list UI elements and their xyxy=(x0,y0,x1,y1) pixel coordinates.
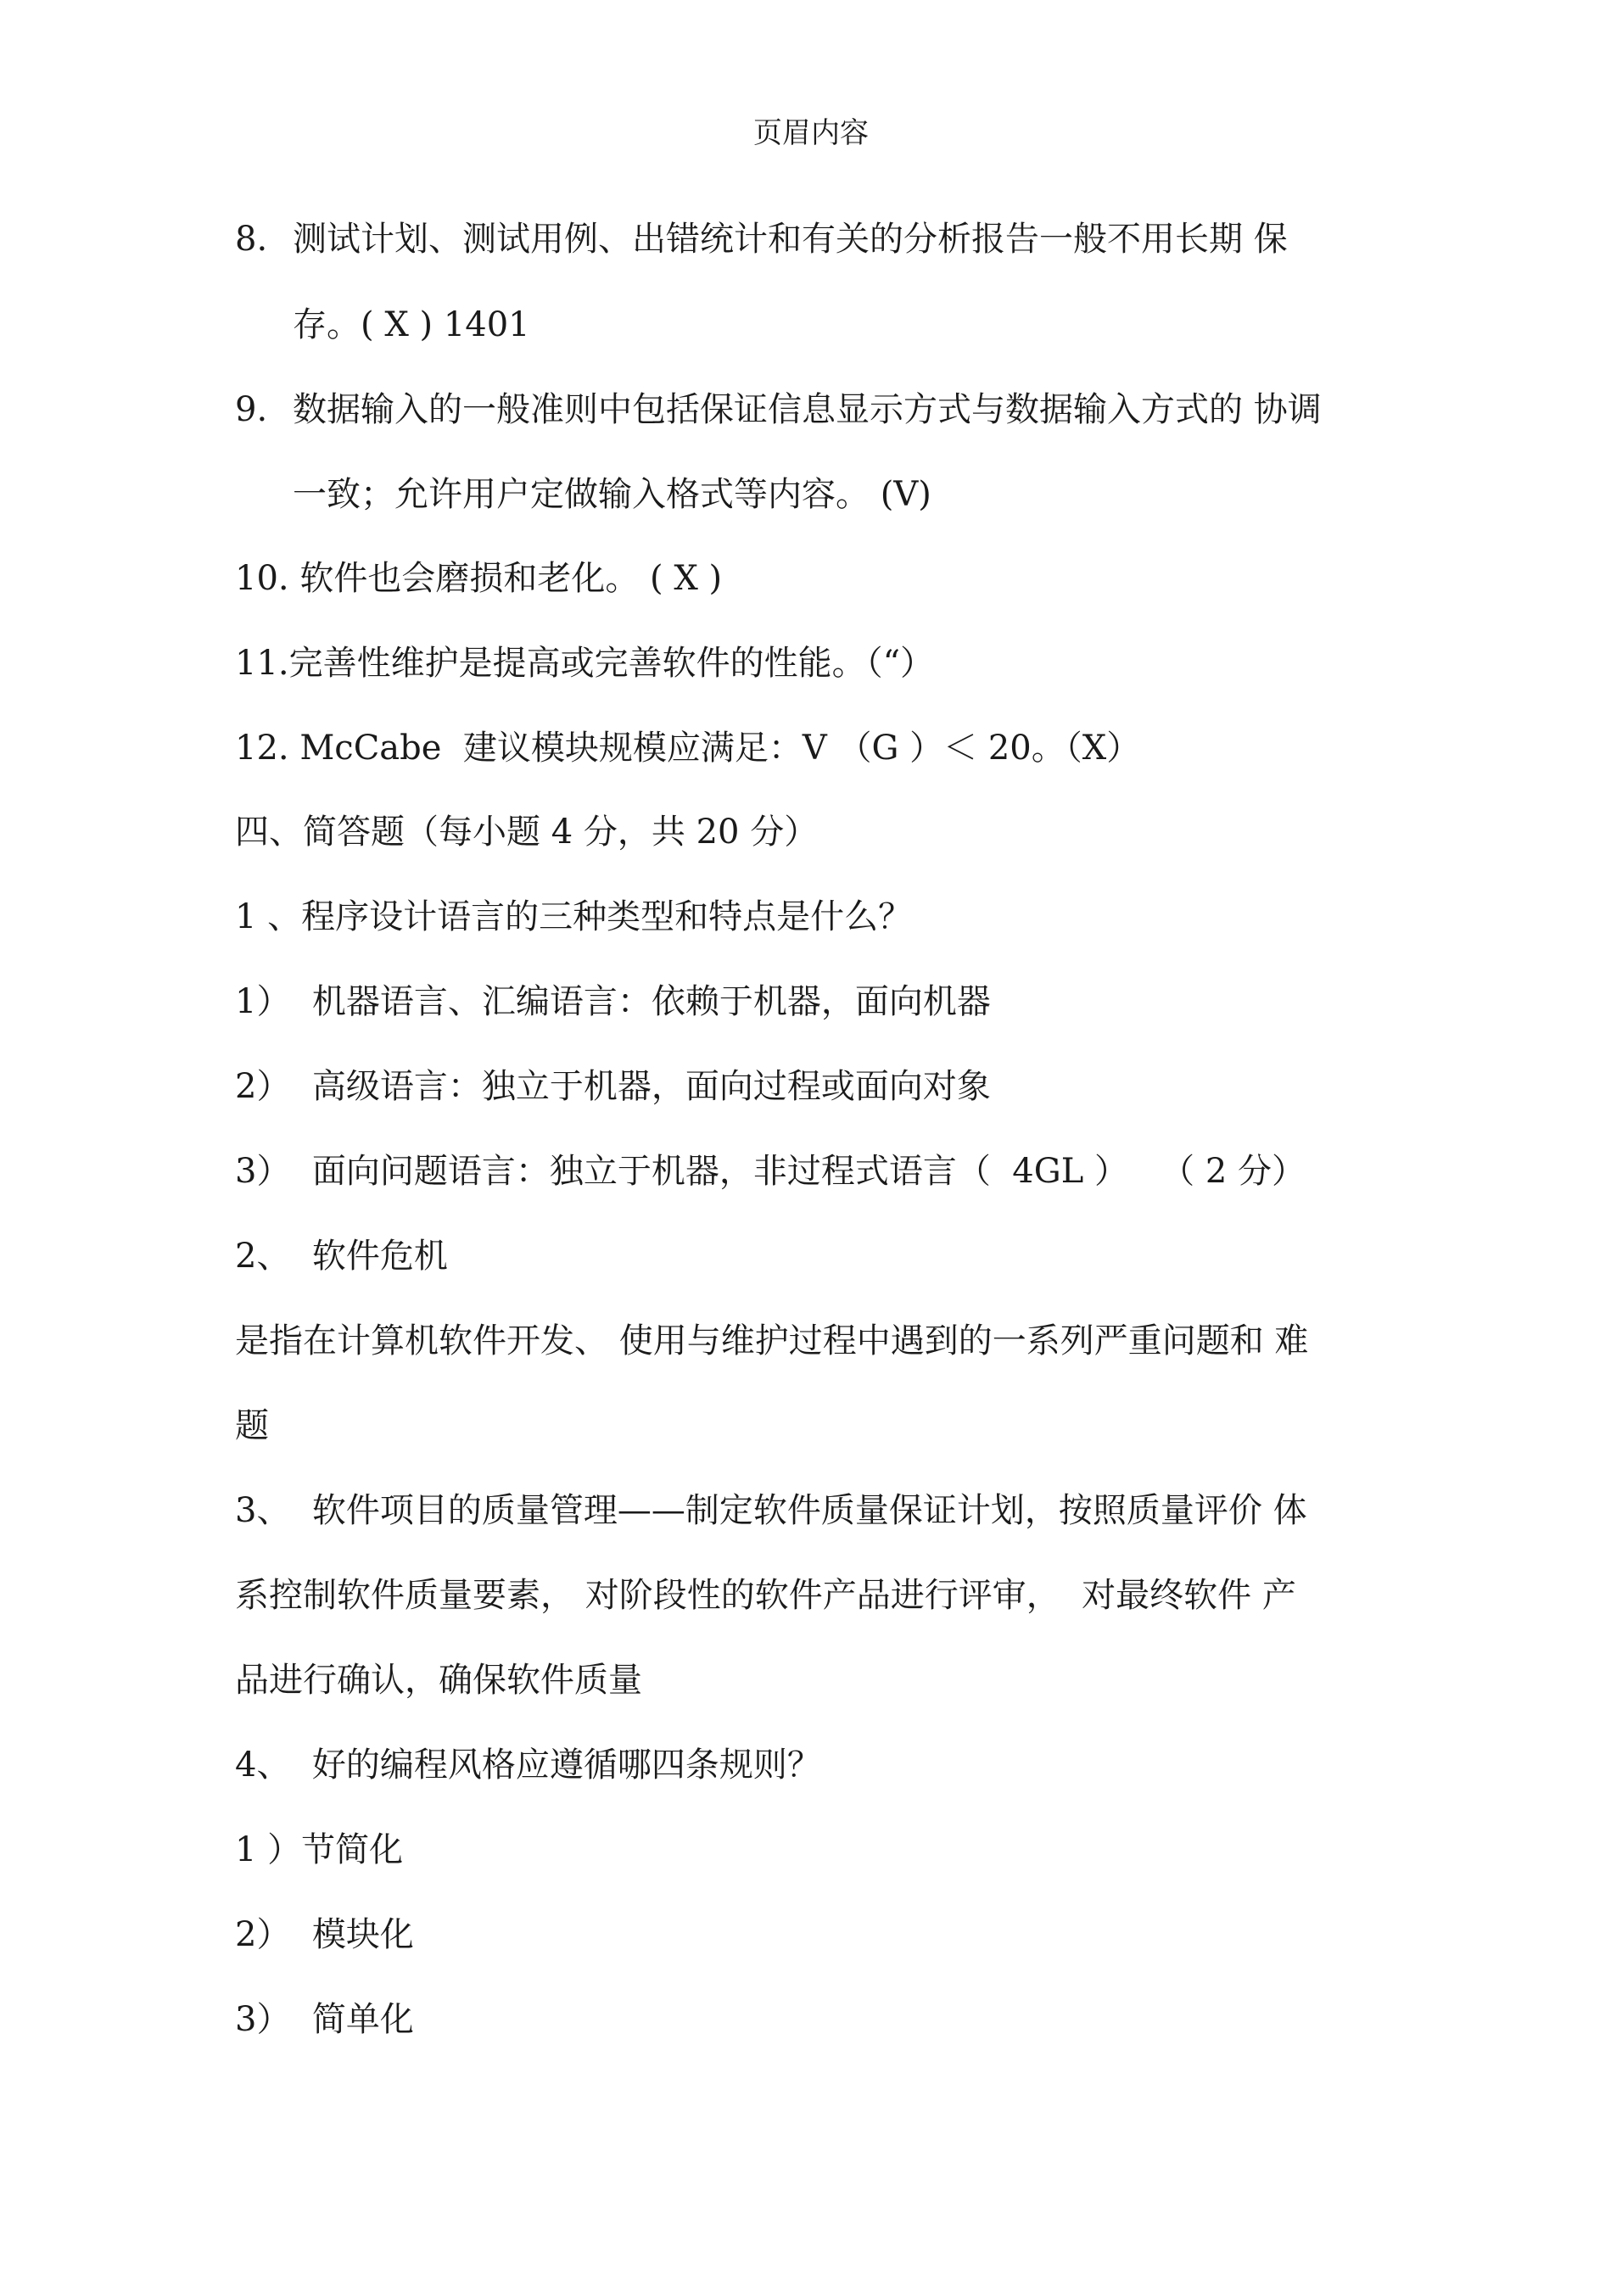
item-text: 数据输入的一般准则中包括保证信息显示方式与数据输入方式的 协调 xyxy=(293,390,1322,429)
answer-4-point-3: 3） 简单化 xyxy=(235,2000,414,2039)
item-8-line-2: 存。( X ) 1401 xyxy=(293,305,530,344)
item-text: 测试计划、测试用例、出错统计和有关的分析报告一般不用长期 保 xyxy=(293,220,1288,259)
answer-2-line-1: 是指在计算机软件开发、 使用与维护过程中遇到的一系列严重问题和 难 xyxy=(235,1321,1309,1360)
item-number: 8. xyxy=(235,220,268,259)
question-3-line-2: 系控制软件质量要素， 对阶段性的软件产品进行评审， 对最终软件 产 xyxy=(235,1576,1296,1615)
item-9-line-1 xyxy=(235,384,1322,435)
question-3-line-3: 品进行确认，确保软件质量 xyxy=(235,1661,642,1700)
item-12: 12. McCabe 建议模块规模应满足：V （G ）＜ 20。（X） xyxy=(235,729,1141,768)
answer-1-point-3: 3） 面向问题语言：独立于机器，非过程式语言（ 4GL ） （ 2 分） xyxy=(235,1152,1306,1191)
answer-2-line-2: 题 xyxy=(235,1406,269,1445)
item-9-line-2: 一致；允许用户定做输入格式等内容。 (V) xyxy=(293,475,931,514)
answer-4-point-1: 1 ）节简化 xyxy=(235,1830,404,1869)
page-header: 页眉内容 xyxy=(753,116,869,150)
item-8-line-1 xyxy=(235,214,1288,265)
item-11: 11.完善性维护是提高或完善软件的性能。（“） xyxy=(235,644,935,683)
item-10: 10. 软件也会磨损和老化。 ( X ) xyxy=(235,559,723,598)
answer-1-point-2: 2） 高级语言：独立于机器，面向过程或面向对象 xyxy=(235,1067,991,1106)
question-1: 1 、程序设计语言的三种类型和特点是什么？ xyxy=(235,897,913,936)
section-heading: 四、简答题（每小题 4 分，共 20 分） xyxy=(235,813,819,852)
item-number: 9. xyxy=(235,390,268,429)
question-4: 4、 好的编程风格应遵循哪四条规则？ xyxy=(235,1746,821,1785)
question-3-line-1: 3、 软件项目的质量管理——制定软件质量保证计划，按照质量评价 体 xyxy=(235,1491,1307,1530)
question-2: 2、 软件危机 xyxy=(235,1237,448,1276)
answer-1-point-1: 1） 机器语言、汇编语言：依赖于机器，面向机器 xyxy=(235,982,991,1021)
answer-4-point-2: 2） 模块化 xyxy=(235,1915,414,1954)
